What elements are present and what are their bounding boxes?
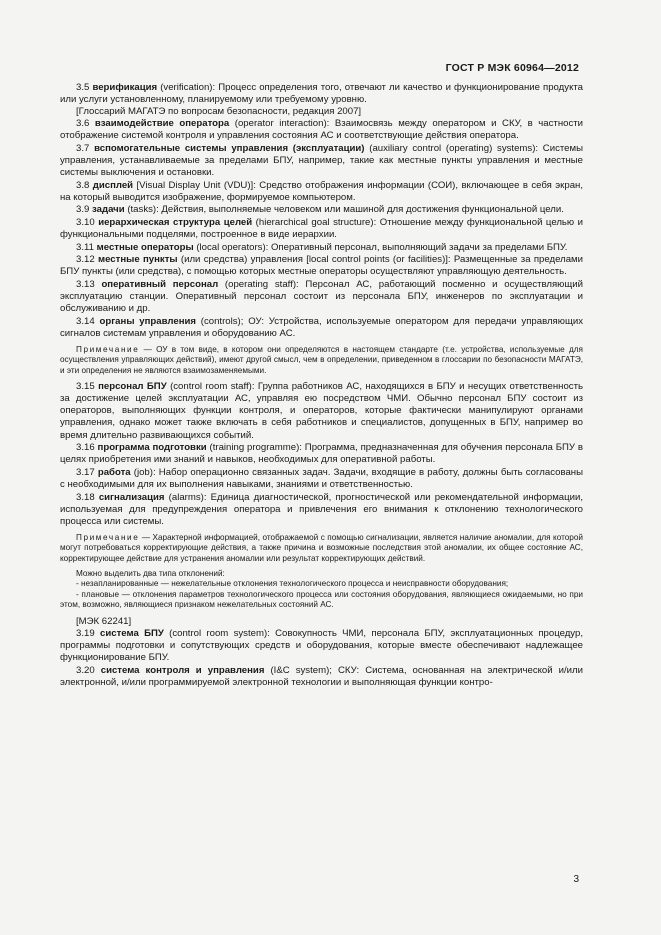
term: система контроля и управления bbox=[100, 664, 265, 676]
definition-3-9 bbox=[60, 204, 583, 216]
definition-text: (alarms): Единица диагностической, прогностической или рекомендательной информации, используемая для предупреждения оператора и привлечения его внимания к отклонению технологического процесса или системы. bbox=[60, 491, 584, 527]
definition-text: (I&C system); СКУ: Система, основанная на электрической и/или электронной, и/или программируемой электронной технологии и выполняющая функции контро- bbox=[60, 664, 583, 688]
reference-source: [МЭК 62241] bbox=[76, 615, 132, 627]
clause-number: 3.20 bbox=[76, 664, 95, 676]
definition-text: (control room staff): Группа работников АС, находящихся в БПУ и несущих ответственность за достижение целей эксплуатации АС, управляя ею посредством ЧМИ. Обычно персонал БПУ состоит из операторов, выполняющих функции контроля, и операторов, которые фактически манипулируют органами управления, однако может также включать в себя работников и специалистов, допущенных в БПУ, например во время длительно развивающихся событий. bbox=[60, 381, 583, 441]
deviation-types-intro: Можно выделить два типа отклонений: bbox=[76, 569, 225, 579]
reference-source: [Глоссарий МАГАТЭ по вопросам безопасности, редакция 2007] bbox=[76, 106, 362, 118]
clause-number: 3.18 bbox=[76, 491, 95, 503]
clause-number: 3.16 bbox=[76, 442, 95, 454]
definition-3-15 bbox=[60, 381, 583, 441]
definition-3-18 bbox=[60, 492, 583, 528]
note-text: — ОУ в том виде, в котором они определяются в настоящем стандарте (т.е. устройства, используемые для осуществления управляющих действий), имеют другой смысл, чем в определении, приведенном в глоссарии по безопасности МАГАТЭ, и эти определения не являются взаимозаменяемыми. bbox=[60, 344, 583, 375]
clause-number: 3.9 bbox=[76, 204, 90, 216]
definition-text: (operator interaction): Взаимосвязь между оператором и СКУ, в частности отображение системой контроля и управления состояния АС и соответствующие действия оператора. bbox=[60, 118, 584, 142]
clause-number: 3.8 bbox=[76, 179, 90, 191]
term: взаимодействие оператора bbox=[94, 118, 230, 130]
list-item: - незапланированные — нежелательные отклонения технологического процесса и неисправности оборудования; bbox=[76, 579, 509, 589]
definition-3-16 bbox=[60, 442, 583, 466]
document-body bbox=[60, 82, 583, 689]
definition-3-19 bbox=[60, 628, 583, 664]
term: местные пункты bbox=[98, 254, 178, 266]
note-label: Примечание bbox=[76, 344, 140, 354]
definition-3-20 bbox=[60, 665, 583, 689]
definition-text: (tasks): Действия, выполняемые человеком или машиной для достижения функциональной цели. bbox=[124, 204, 564, 216]
clause-number: 3.10 bbox=[76, 217, 95, 229]
term: работа bbox=[97, 466, 131, 478]
definition-text: (local operators): Оперативный персонал, выполняющий задачи за пределами БПУ. bbox=[193, 241, 568, 253]
definition-3-12 bbox=[60, 254, 583, 278]
note-text: — Характерной информацией, отображаемой с помощью сигнализации, является наличие аномалии, для которой могут потребоваться корректирующие действия, а также причина и возможные последствия этой аномалии, их общее состояние АС, корректирующее действие для устранения аномалии или результат корректирующих действий. bbox=[60, 532, 583, 563]
clause-number: 3.11 bbox=[76, 241, 94, 253]
definition-text: (training programme): Программа, предназначенная для обучения персонала БПУ в целях приобретения ими знаний и навыков, необходимых для оперативной работы. bbox=[60, 442, 583, 466]
term: программа подготовки bbox=[97, 442, 207, 454]
definition-3-14 bbox=[60, 316, 583, 340]
definition-text: (job): Набор операционно связанных задач. Задачи, входящие в работу, должны быть согласованы с необходимыми для их выполнения навыками, знаниями и ответственностью. bbox=[60, 466, 583, 490]
clause-number: 3.15 bbox=[76, 381, 95, 393]
definition-text: (verification): Процесс определения того, отвечают ли качество и функционирование продукта или услуги установленному, планируемому или требуемому уровню. bbox=[60, 82, 584, 106]
definition-3-7 bbox=[60, 143, 583, 179]
term: органы управления bbox=[99, 315, 196, 327]
definition-text: (controls); ОУ: Устройства, используемые оператором для передачи управляющих сигналов системам управления и оборудованию АС. bbox=[60, 315, 583, 339]
term: персонал БПУ bbox=[98, 381, 167, 393]
note-alarms bbox=[60, 533, 583, 564]
term: сигнализация bbox=[98, 491, 165, 503]
definition-text: (hierarchical goal structure): Отношение между функциональной целью и функциональными подцелями, построенное в виде иерархии. bbox=[60, 217, 583, 241]
clause-number: 3.7 bbox=[76, 142, 90, 154]
note-controls bbox=[60, 345, 583, 376]
term: верификация bbox=[92, 82, 158, 93]
definition-3-17 bbox=[60, 467, 583, 491]
definition-text: (auxiliary control (operating) systems): Системы управления, устанавливаемые за пределами БПУ, например, такие как местные пункты управления и местные системы выключения и остановки. bbox=[60, 142, 583, 179]
clause-number: 3.14 bbox=[76, 315, 95, 327]
definition-3-5 bbox=[60, 82, 583, 106]
term: иерархическая структура целей bbox=[98, 217, 253, 229]
term: оперативный персонал bbox=[101, 279, 219, 290]
definition-text: (control room system): Совокупность ЧМИ, персонала БПУ, эксплуатационных процедур, программы подготовки и сопутствующих средств и оборудования, которые вместе обеспечивают надлежащее функционирование БПУ. bbox=[60, 627, 583, 663]
clause-number: 3.19 bbox=[76, 627, 95, 639]
clause-number: 3.5 bbox=[76, 82, 90, 93]
note-label: Примечание bbox=[76, 532, 140, 542]
clause-number: 3.13 bbox=[76, 279, 95, 290]
definition-text: (или средства) управления [local control points (or facilities)]: Размещенные за пределами БПУ пункты (или средства), с помощью которых местные операторы осуществляют управляющую деятельность. bbox=[60, 254, 583, 278]
clause-number: 3.12 bbox=[76, 254, 95, 266]
list-item: - плановые — отклонения параметров технологического процесса или состояния оборудования, являющиеся ожидаемыми, но при этом, возможно, являющиеся признаком нежелательных состояний АС. bbox=[60, 589, 583, 610]
term: система БПУ bbox=[100, 627, 164, 639]
standard-header: ГОСТ Р МЭК 60964—2012 bbox=[445, 62, 579, 74]
definition-3-10 bbox=[60, 217, 583, 241]
definition-text: [Visual Display Unit (VDU)]: Средство отображения информации (СОИ), включающее в себя экран, на который выводится изображение, формируемое компьютером. bbox=[60, 179, 583, 203]
definition-3-6 bbox=[60, 118, 583, 142]
term: вспомогательные системы управления (эксплуатации) bbox=[94, 142, 365, 154]
term: задачи bbox=[92, 204, 125, 216]
clause-number: 3.17 bbox=[76, 466, 95, 478]
clause-number: 3.6 bbox=[76, 118, 90, 130]
definition-text: (operating staff): Персонал АС, работающий посменно и осуществляющий эксплуатацию станции. Оперативный персонал состоит из персонала БПУ, инженеров по эксплуатации и обслуживанию и др. bbox=[60, 279, 583, 315]
definition-3-8 bbox=[60, 180, 583, 204]
page-number: 3 bbox=[573, 874, 579, 885]
term: местные операторы bbox=[96, 241, 194, 253]
term: дисплей bbox=[92, 179, 134, 191]
definition-3-11 bbox=[60, 242, 583, 254]
definition-3-13 bbox=[60, 279, 583, 315]
